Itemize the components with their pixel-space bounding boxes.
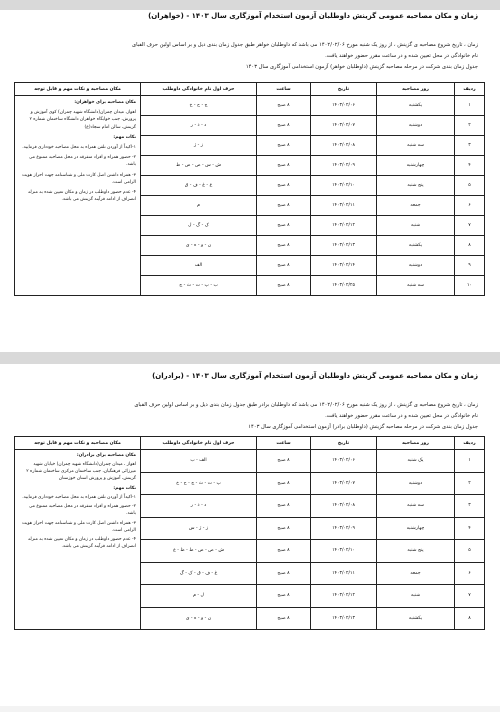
interview-day: پنج شنبه (377, 176, 455, 196)
interview-time: ۸ صبح (257, 585, 311, 608)
note-item: ۱-اکیداً از آوردن تلفن همراه به محل مصاحبه خودداری فرمایید. (22, 495, 136, 501)
interview-time: ۸ صبح (257, 236, 311, 256)
header-cell: حرف اول نام خانوادگی داوطلب (141, 83, 257, 96)
row-number: ۲ (455, 116, 485, 136)
surname-letters: ع - غ - ف - ق (141, 176, 257, 196)
location-address: اهواز ، میدان چمران(دانشگاه شهید چمران) خیابان شهید میرزائی فرهنگیان، جنب ساختمان مرکزی ساختمان شماره ۲ گزینش، آموزش و پرورش استان خوزستان (26, 462, 136, 482)
interview-date: ۱۴۰۳/۰۲/۱۳ (311, 236, 377, 256)
surname-letters: ن - و - ه - ی (141, 607, 257, 630)
interview-time: ۸ صبح (257, 472, 311, 495)
header-cell: حرف اول نام خانوادگی داوطلب (141, 437, 257, 450)
intro-paragraph-continued: نام خانوادگی در محل تعیین شده و در ساعت مقرر حضور خواهند یافت. (325, 413, 478, 419)
schedule-caption: جدول زمان بندی شرکت در مرحله مصاحبه گزینش (داوطلبان خواهر) آزمون استخدامی آموزگاری سال ۱۴۰۳ (245, 64, 478, 70)
interview-time: ۸ صبح (257, 156, 311, 176)
header-cell: مکان مصاحبه و نکات مهم و قابل توجه (15, 83, 141, 96)
header-cell: ردیف (455, 83, 485, 96)
interview-date: ۱۴۰۳/۰۲/۱۴ (311, 256, 377, 276)
note-item: ۲- حضور همراه و افراد متفرقه در محل مصاحبه ممنوع می باشد. (28, 155, 136, 168)
row-number: ۶ (455, 562, 485, 585)
interview-date: ۱۴۰۳/۰۲/۰۸ (311, 136, 377, 156)
interview-day: جمعه (377, 196, 455, 216)
surname-letters: ک - گ - ل (141, 216, 257, 236)
row-number: ۷ (455, 585, 485, 608)
note-item: ۴- عدم حضور داوطلب در زمان و مکان تعیین شده به منزله انصراف از ادامه فرآیند گزینش می باشد. (28, 190, 136, 203)
row-number: ۹ (455, 256, 485, 276)
interview-time: ۸ صبح (257, 540, 311, 563)
row-number: ۵ (455, 540, 485, 563)
bottom-band (0, 706, 500, 712)
header-cell: تاریخ (311, 83, 377, 96)
row-number: ۴ (455, 156, 485, 176)
interview-time: ۸ صبح (257, 116, 311, 136)
row-number: ۵ (455, 176, 485, 196)
surname-letters: ز - ژ (141, 136, 257, 156)
interview-time: ۸ صبح (257, 96, 311, 116)
interview-time: ۸ صبح (257, 562, 311, 585)
interview-date: ۱۴۰۳/۰۲/۰۶ (311, 450, 377, 473)
schedule-table (14, 436, 485, 630)
location-heading: مکان مصاحبه برای برادران: (76, 453, 136, 458)
interview-date: ۱۴۰۳/۰۲/۱۳ (311, 607, 377, 630)
schedule-table (14, 82, 485, 296)
header-cell: روز مصاحبه (377, 437, 455, 450)
row-number: ۷ (455, 216, 485, 236)
page-title: زمان و مکان مصاحبه عمومی گزینش داوطلبان آزمون استخدام آموزگاری سال ۱۴۰۳ - (خواهران) (148, 12, 478, 20)
interview-time: ۸ صبح (257, 176, 311, 196)
interview-time: ۸ صبح (257, 216, 311, 236)
interview-day: یکشنبه (377, 607, 455, 630)
table-header-row (15, 437, 485, 450)
note-item: ۴- عدم حضور داوطلب در زمان و مکان تعیین شده به منزله انصراف از ادامه فرآیند گزینش می باشد. (28, 537, 136, 549)
surname-letters: غ - ف - ق - ک - گ (141, 562, 257, 585)
interview-day: شنبه (377, 216, 455, 236)
interview-date: ۱۴۰۳/۰۲/۱۱ (311, 562, 377, 585)
intro-paragraph: زمان ، تاریخ شروع مصاحبه ی گزینش ، از روز یک شنبه مورخ ۱۴۰۲/۰۲/۰۶ می باشد که داوطلبان خواهر طبق جدول زمان بندی ذیل و بر اساس اولین حرف الفبای (132, 42, 478, 48)
table-row (15, 450, 485, 473)
interview-time: ۸ صبح (257, 196, 311, 216)
interview-day: یک شنبه (377, 450, 455, 473)
surname-letters: ش - س - ص - ض - ط (141, 156, 257, 176)
surname-letters: ب - پ - ت - ث - ج (141, 276, 257, 296)
row-number: ۶ (455, 196, 485, 216)
surname-letters: ش - ص - ض - ط - ظ - ع (141, 540, 257, 563)
note-item: ۱-اکیداً از آوردن تلفن همراه به محل مصاحبه خودداری فرمایید. (22, 145, 136, 151)
note-item: ۳- همراه داشتن اصل کارت ملی و شناسنامه جهت احراز هویت الزامی است. (21, 520, 136, 533)
row-number: ۱ (455, 96, 485, 116)
header-cell: مکان مصاحبه و نکات مهم و قابل توجه (15, 437, 141, 450)
interview-date: ۱۴۰۳/۰۲/۰۷ (311, 472, 377, 495)
header-band (0, 0, 500, 10)
interview-date: ۱۴۰۳/۰۲/۱۲ (311, 585, 377, 608)
surname-letters: ل - م (141, 585, 257, 608)
row-number: ۳ (455, 495, 485, 518)
announcement-sisters (0, 4, 500, 344)
note-item: ۳- همراه داشتن اصل کارت ملی و شناسنامه جهت احراز هویت الزامی است. (21, 172, 136, 185)
row-number: ۲ (455, 472, 485, 495)
surname-letters: پ - ت - ث - ج - ح - خ (141, 472, 257, 495)
row-number: ۸ (455, 236, 485, 256)
location-address: اهواز، میدان چمران(دانشگاه شهید چمران) کوی آموزش و پرورش، جنب خوابگاه خواهران دانشگاه ساختمان شماره ۲ گزینش، سالن امام سجاد(ع) (29, 110, 136, 130)
row-number: ۳ (455, 136, 485, 156)
surname-letters: ج - ح - خ (141, 96, 257, 116)
interview-day: سه شنبه (377, 136, 455, 156)
interview-day: جمعه (377, 562, 455, 585)
interview-day: دوشنبه (377, 256, 455, 276)
schedule-caption: جدول زمان بندی شرکت در مرحله مصاحبه گزینش (داوطلبان برادر) آزمون استخدامی آموزگاری سال ۱۴۰۳ (248, 424, 478, 430)
row-number: ۴ (455, 517, 485, 540)
interview-day: یکشنبه (377, 96, 455, 116)
notes-heading: نکات مهم: (113, 485, 136, 491)
interview-day: شنبه (377, 585, 455, 608)
interview-time: ۸ صبح (257, 607, 311, 630)
header-cell: ساعت (257, 437, 311, 450)
row-number: ۸ (455, 607, 485, 630)
interview-day: چهارشنبه (377, 156, 455, 176)
interview-date: ۱۴۰۳/۰۲/۰۸ (311, 495, 377, 518)
interview-time: ۸ صبح (257, 276, 311, 296)
interview-date: ۱۴۰۳/۰۲/۱۱ (311, 196, 377, 216)
surname-letters: د - ذ - ر (141, 116, 257, 136)
header-cell: تاریخ (311, 437, 377, 450)
interview-date: ۱۴۰۳/۰۲/۰۶ (311, 96, 377, 116)
interview-date: ۱۴۰۳/۰۲/۱۰ (311, 540, 377, 563)
announcement-brothers (0, 364, 500, 704)
location-notes (15, 450, 141, 630)
interview-date: ۱۴۰۳/۰۲/۰۹ (311, 517, 377, 540)
header-cell: روز مصاحبه (377, 83, 455, 96)
table-row (15, 96, 485, 116)
table-header-row (15, 83, 485, 96)
interview-date: ۱۴۰۳/۰۲/۱۲ (311, 216, 377, 236)
header-cell: ردیف (455, 437, 485, 450)
interview-date: ۱۴۰۳/۰۲/۰۷ (311, 116, 377, 136)
interview-day: پنج شنبه (377, 540, 455, 563)
header-cell: ساعت (257, 83, 311, 96)
page-title: زمان و مکان مصاحبه عمومی گزینش داوطلبان آزمون استخدام آموزگاری سال ۱۴۰۳ - (برادران) (152, 372, 478, 380)
location-heading: مکان مصاحبه برای خواهران: (74, 100, 136, 105)
note-item: ۲- حضور همراه و افراد متفرقه در محل مصاحبه ممنوع می باشد. (28, 504, 136, 517)
surname-letters: ن - و - ه - ی (141, 236, 257, 256)
interview-day: دوشنبه (377, 472, 455, 495)
interview-time: ۸ صبح (257, 136, 311, 156)
interview-day: یکشنبه (377, 236, 455, 256)
row-number: ۱۰ (455, 276, 485, 296)
interview-day: چهارشنبه (377, 517, 455, 540)
interview-date: ۱۴۰۳/۰۲/۱۰ (311, 176, 377, 196)
surname-letters: الف - ب (141, 450, 257, 473)
header-band (0, 352, 500, 364)
surname-letters: م (141, 196, 257, 216)
interview-time: ۸ صبح (257, 495, 311, 518)
interview-time: ۸ صبح (257, 450, 311, 473)
interview-date: ۱۴۰۳/۰۲/۲۵ (311, 276, 377, 296)
surname-letters: ز - ژ - س (141, 517, 257, 540)
intro-paragraph-continued: نام خانوادگی در محل تعیین شده و در ساعت مقرر حضور خواهند یافت. (325, 53, 478, 59)
interview-day: سه شنبه (377, 276, 455, 296)
intro-paragraph: زمان ، تاریخ شروع مصاحبه ی گزینش ، از روز یک شنبه مورخ ۱۴۰۲/۰۲/۰۶ می باشد که داوطلبان برادر طبق جدول زمان بندی ذیل و بر اساس اولین حرف الفبای (134, 402, 478, 408)
notes-heading: نکات مهم: (113, 134, 136, 140)
interview-time: ۸ صبح (257, 256, 311, 276)
row-number: ۱ (455, 450, 485, 473)
interview-day: سه شنبه (377, 495, 455, 518)
interview-day: دوشنبه (377, 116, 455, 136)
surname-letters: الف (141, 256, 257, 276)
location-notes (15, 96, 141, 296)
interview-time: ۸ صبح (257, 517, 311, 540)
surname-letters: د - ذ - ر (141, 495, 257, 518)
interview-date: ۱۴۰۳/۰۲/۰۹ (311, 156, 377, 176)
